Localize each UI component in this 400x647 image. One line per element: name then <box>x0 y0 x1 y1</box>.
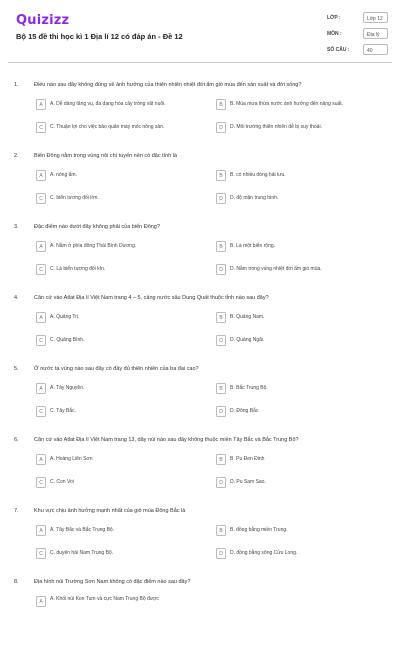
option-letter: D <box>216 406 226 417</box>
option-c[interactable] <box>36 192 212 206</box>
option-c[interactable] <box>36 405 212 419</box>
option-letter: D <box>216 335 226 346</box>
option-b[interactable] <box>216 524 392 538</box>
option-text: C. biển tương đối lớn. <box>50 195 99 201</box>
option-b[interactable] <box>216 240 392 254</box>
option-text: B. đồng bằng miền Trung. <box>230 527 288 533</box>
option-letter: D <box>216 193 226 204</box>
meta-subject-label: MÔN : <box>327 31 342 37</box>
option-a[interactable] <box>36 524 212 538</box>
option-letter: A <box>36 596 46 607</box>
option-letter: A <box>36 241 46 252</box>
question-number: 6. <box>14 437 19 443</box>
option-d[interactable] <box>216 547 392 561</box>
question-text: Ở nước ta vùng nào sau đây có đầy đủ thiên nhiên của ba đai cao? <box>34 366 199 372</box>
option-letter: C <box>36 122 46 133</box>
option-letter: B <box>216 383 226 394</box>
question-8 <box>0 576 400 647</box>
header-divider <box>8 62 392 63</box>
question-number: 4. <box>14 295 19 301</box>
option-letter: B <box>216 525 226 536</box>
option-text: D. đồng bằng sông Cửu Long. <box>230 550 298 556</box>
option-d[interactable] <box>216 192 392 206</box>
option-c[interactable] <box>36 263 212 277</box>
meta-grade <box>327 12 387 25</box>
question-number: 1. <box>14 82 19 88</box>
option-text: B. Là một biển rộng. <box>230 243 276 249</box>
option-d[interactable] <box>216 121 392 135</box>
question-4 <box>0 292 400 363</box>
meta-count-label: SỐ CÂU : <box>327 47 350 53</box>
option-letter: C <box>36 335 46 346</box>
meta-subject-value: Địa lý <box>363 28 388 39</box>
option-text: D. Quảng Ngãi. <box>230 337 265 343</box>
question-number: 3. <box>14 224 19 230</box>
option-text: B. Quảng Nam. <box>230 314 265 320</box>
option-letter: C <box>36 406 46 417</box>
option-letter: C <box>36 477 46 488</box>
option-text: C. Là biển tương đối kín. <box>50 266 106 272</box>
option-text: A. nóng ẩm. <box>50 172 77 178</box>
option-letter: C <box>36 193 46 204</box>
option-text: C. Quảng Bình. <box>50 337 85 343</box>
option-text: A. Dễ dàng tăng vụ, đa dạng hóa cây trồng vật nuôi. <box>50 101 166 107</box>
option-text: B. Pu Đen Đinh <box>230 456 265 462</box>
quizizz-logo: Quizizz <box>16 13 70 28</box>
option-letter: D <box>216 548 226 559</box>
question-text: Căn cứ vào Atlat Địa lí Việt Nam trang 4 – 5, cảng nước sâu Dung Quất thuộc tỉnh nào sau đây? <box>34 295 269 301</box>
option-d[interactable] <box>216 405 392 419</box>
worksheet-meta <box>327 12 387 60</box>
option-text: D. Pu Sam Sao. <box>230 479 266 485</box>
meta-subject <box>327 28 387 41</box>
option-letter: D <box>216 477 226 488</box>
option-text: A. Nằm ở phía đông Thái Bình Dương. <box>50 243 137 249</box>
worksheet-title: Bộ 15 đề thi học kì 1 Địa lí 12 có đáp án - Đề 12 <box>16 32 183 41</box>
question-number: 7. <box>14 508 19 514</box>
option-a[interactable] <box>36 98 212 112</box>
option-a[interactable] <box>36 169 212 183</box>
question-text: Khu vực chịu ảnh hưởng mạnh nhất của gió mùa Đông Bắc là <box>34 508 186 514</box>
question-1 <box>0 79 400 150</box>
meta-count-value: 40 <box>363 44 388 55</box>
option-letter: B <box>216 99 226 110</box>
option-text: B. Mùa mưa thừa nước ảnh hưởng đến năng suất. <box>230 101 344 107</box>
question-7 <box>0 505 400 576</box>
question-6 <box>0 434 400 505</box>
option-text: A. Tây Nguyên. <box>50 385 85 391</box>
option-letter: D <box>216 264 226 275</box>
option-text: A. Hoàng Liên Sơn <box>50 456 93 462</box>
question-number: 2. <box>14 153 19 159</box>
worksheet-header <box>0 0 400 66</box>
option-c[interactable] <box>36 476 212 490</box>
option-text: C. Tây Bắc. <box>50 408 77 414</box>
option-a[interactable] <box>36 595 212 609</box>
option-text: C. Con Voi <box>50 479 74 485</box>
option-text: D. Đông Bắc <box>230 408 259 414</box>
question-number: 8. <box>14 579 19 585</box>
option-letter: B <box>216 312 226 323</box>
option-letter: A <box>36 383 46 394</box>
option-letter: A <box>36 99 46 110</box>
option-letter: A <box>36 525 46 536</box>
option-letter: B <box>216 454 226 465</box>
option-b[interactable] <box>216 169 392 183</box>
question-5 <box>0 363 400 434</box>
option-letter: A <box>36 312 46 323</box>
option-text: A. Tây Bắc và Bắc Trung Bộ. <box>50 527 115 533</box>
option-letter: A <box>36 170 46 181</box>
option-a[interactable] <box>36 382 212 396</box>
option-d[interactable] <box>216 334 392 348</box>
option-c[interactable] <box>36 334 212 348</box>
option-letter: B <box>216 241 226 252</box>
meta-count <box>327 44 387 57</box>
option-text: A. Khối núi Kon Tum và cực Nam Trung Bộ được <box>50 596 159 602</box>
option-text: B. có nhiều dòng hải lưu. <box>230 172 286 178</box>
option-b[interactable] <box>216 382 392 396</box>
option-letter: D <box>216 122 226 133</box>
option-d[interactable] <box>216 263 392 277</box>
option-text: D. Môi trường thiên nhiên dễ bị suy thoái. <box>230 124 322 130</box>
option-letter: C <box>36 264 46 275</box>
question-3 <box>0 221 400 292</box>
option-d[interactable] <box>216 476 392 490</box>
option-c[interactable] <box>36 121 212 135</box>
option-text: B. Bắc Trung Bộ. <box>230 385 268 391</box>
option-a[interactable] <box>36 311 212 325</box>
question-2 <box>0 150 400 221</box>
question-text: Căn cứ vào Atlat Địa lí Việt Nam trang 13, dãy núi nào sau đây không thuộc miền Tây Bắc và Bắc Trung Bộ? <box>34 437 299 443</box>
option-letter: B <box>216 170 226 181</box>
option-b[interactable] <box>216 311 392 325</box>
question-text: Đặc điểm nào dưới đây không phải của biển Đông? <box>34 224 160 230</box>
question-text: Biển Đông nằm trong vùng nội chí tuyến nên có đặc tính là <box>34 153 178 159</box>
question-text: Địa hình núi Trường Sơn Nam không có đặc điểm nào sau đây? <box>34 579 191 585</box>
option-c[interactable] <box>36 547 212 561</box>
option-letter: C <box>36 548 46 559</box>
option-text: A. Quảng Trị. <box>50 314 80 320</box>
option-text: D. độ mặn trung bình. <box>230 195 279 201</box>
option-a[interactable] <box>36 240 212 254</box>
question-number: 5. <box>14 366 19 372</box>
option-a[interactable] <box>36 453 212 467</box>
question-list <box>0 79 400 647</box>
option-text: D. Nằm trong vùng nhiệt đới ẩm gió mùa. <box>230 266 322 272</box>
option-b[interactable] <box>216 453 392 467</box>
option-letter: A <box>36 454 46 465</box>
option-text: C. Thuận lợi cho việc bảo quản máy móc nông sản. <box>50 124 165 130</box>
option-b[interactable] <box>216 98 392 112</box>
meta-grade-value: Lớp 12 <box>363 12 388 23</box>
option-text: C. duyên hải Nam Trung Bộ. <box>50 550 114 556</box>
meta-grade-label: LỚP : <box>327 15 341 21</box>
question-text: Điều nào sau đây không đúng về ảnh hưởng của thiên nhiên nhiệt đới ẩm gió mùa đến sản xuất và đời sống? <box>34 82 302 88</box>
